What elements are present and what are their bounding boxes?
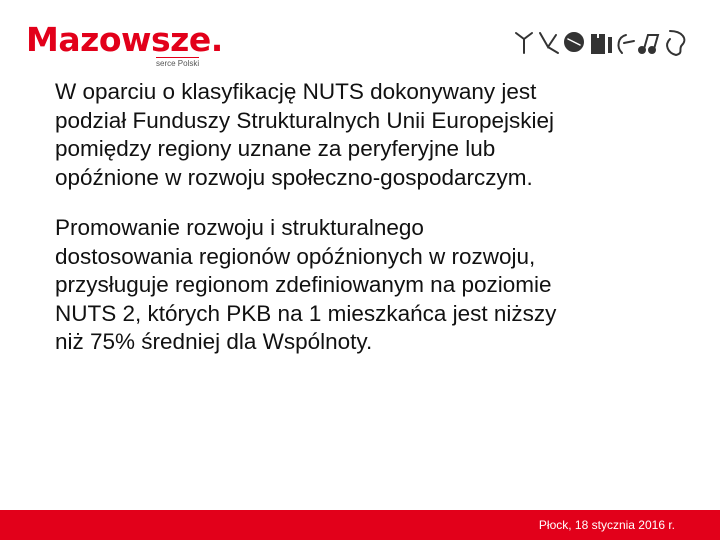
mazowsze-logo xyxy=(26,20,223,72)
bird-icon xyxy=(540,33,558,53)
logo-tagline: serce Polski xyxy=(156,59,200,68)
shape-icon xyxy=(667,31,684,55)
paragraph-regional-development: Promowanie rozwoju i strukturalnego dostosowania regionów opóźnionych w rozwoju, przysługuje regionom zdefiniowanym na poziomie NUTS 2, których PKB na 1 mieszkańca jest niższy niż 75% średniej dla Wspólnoty. xyxy=(55,215,557,354)
slide-body xyxy=(55,78,695,379)
footer-date: Płock, 18 stycznia 2016 r. xyxy=(538,518,675,532)
hand-icon xyxy=(619,35,634,53)
footer-bar xyxy=(0,510,720,540)
decorative-icon-strip xyxy=(512,27,692,57)
logo-wordmark: Mazowsze. xyxy=(26,20,223,59)
paragraph-nuts-classification: W oparciu o klasyfikację NUTS dokonywany jest podział Funduszy Strukturalnych Unii Europejskiej pomiędzy regiony uznane za peryferyjne lub opóźnione w rozwoju społeczno-gospodarczym. xyxy=(55,79,554,190)
music-icon xyxy=(639,35,658,53)
figure-icon xyxy=(516,33,532,53)
castle-icon xyxy=(592,35,612,53)
ball-icon xyxy=(565,33,583,51)
